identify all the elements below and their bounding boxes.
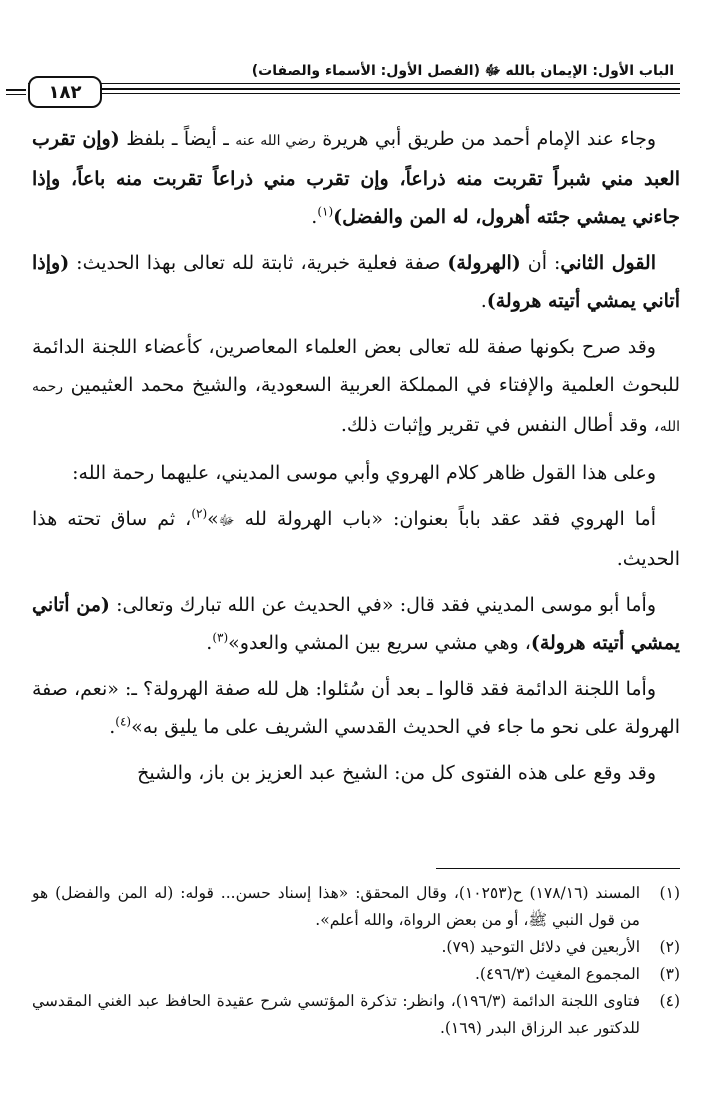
footnote bbox=[32, 988, 680, 1042]
paragraph bbox=[32, 328, 680, 446]
footnote-ref: (٢) bbox=[191, 506, 208, 521]
footnote-number: (١) bbox=[659, 884, 680, 902]
text-run: ، وقد أطال النفس في تقرير وإثبات ذلك. bbox=[340, 414, 660, 436]
bold-text: القول الثاني bbox=[560, 252, 656, 274]
header-rule bbox=[28, 83, 680, 84]
text-run: وقد وقع على هذه الفتوى كل من: الشيخ عبد العزيز بن باز، والشيخ bbox=[137, 762, 656, 784]
bold-text: (وإذا أتاني يمشي أتيته هرولة) bbox=[32, 252, 680, 312]
paragraph bbox=[32, 244, 680, 320]
paragraph bbox=[32, 586, 680, 662]
text-run: وقد صرح بكونها صفة لله تعالى بعض العلماء المعاصرين، كأعضاء اللجنة الدائمة للبحوث العلمية والإفتاء في المملكة العربية السعودية، والشيخ محمد العثيمين bbox=[32, 336, 680, 396]
page-number: ١٨٢ bbox=[28, 76, 102, 108]
text-run: ، ثم ساق تحته هذا الحديث. bbox=[32, 508, 680, 570]
text-run: ـ أيضاً ـ بلفظ bbox=[119, 128, 236, 150]
footnote-ref: (٤) bbox=[115, 714, 132, 729]
page-number-dash bbox=[6, 89, 26, 95]
bold-text: (وإن تقرب العبد مني شبراً تقربت منه ذراعاً، وإن تقرب مني ذراعاً تقربت منه باعاً، وإذا جاءني يمشي جئته أهرول، له المن والفضل) bbox=[32, 128, 680, 228]
paragraph bbox=[32, 670, 680, 746]
text-run: صفة فعلية خبرية، ثابتة لله تعالى بهذا الحديث: bbox=[69, 252, 448, 274]
text-run: أما الهروي فقد عقد باباً بعنوان: «باب الهرولة لله bbox=[234, 508, 657, 530]
footnote-ref: (٣) bbox=[212, 630, 229, 645]
text-run: وأما أبو موسى المديني فقد قال: «في الحديث عن الله تبارك وتعالى: bbox=[109, 594, 656, 616]
text-run: . bbox=[311, 206, 318, 228]
text-run: ، وهي مشي سريع بين المشي والعدو» bbox=[228, 632, 531, 654]
footnote-ref: (١) bbox=[317, 204, 334, 219]
text-run: وجاء عند الإمام أحمد من طريق أبي هريرة bbox=[315, 128, 657, 150]
paragraph bbox=[32, 500, 680, 578]
main-text bbox=[32, 120, 680, 800]
footnote-text: فتاوى اللجنة الدائمة (١٩٦/٣)، وانظر: تذكرة المؤتسي شرح عقيدة الحافظ عبد الغني المقدسي للدكتور عبد الرزاق البدر (١٦٩). bbox=[32, 992, 640, 1037]
paragraph bbox=[32, 754, 680, 792]
text-run: وعلى هذا القول ظاهر كلام الهروي وأبي موسى المديني، عليهما رحمة الله: bbox=[72, 462, 656, 484]
footnote bbox=[32, 934, 680, 961]
text-run: . bbox=[109, 716, 116, 738]
footnote bbox=[32, 880, 680, 934]
footnote-text: الأربعين في دلائل التوحيد (٧٩). bbox=[441, 938, 640, 956]
chapter-title: الباب الأول: الإيمان بالله ﷻ (الفصل الأول: الأسماء والصفات) bbox=[251, 63, 674, 79]
paragraph bbox=[32, 120, 680, 236]
footnotes bbox=[32, 880, 680, 1042]
footnote-number: (٢) bbox=[659, 938, 680, 956]
paragraph bbox=[32, 454, 680, 492]
header-double-rule bbox=[28, 88, 680, 94]
text-run: . bbox=[206, 632, 213, 654]
bold-text: (الهرولة) bbox=[447, 252, 521, 274]
text-run: » bbox=[207, 508, 219, 530]
running-header bbox=[28, 56, 680, 104]
footnote-text: المجموع المغيث (٤٩٦/٣). bbox=[475, 965, 640, 983]
text-run: : أن bbox=[520, 252, 561, 274]
honorific-text: رحمه الله bbox=[32, 379, 680, 435]
bold-text: (من أتاني يمشي أتيته هرولة) bbox=[32, 594, 680, 654]
footnote bbox=[32, 961, 680, 988]
honorific-text: ﷻ bbox=[218, 513, 235, 529]
footnote-number: (٤) bbox=[659, 992, 680, 1010]
honorific-text: رضي الله عنه bbox=[235, 133, 316, 149]
footnote-separator bbox=[436, 868, 680, 869]
footnote-text: المسند (١٧٨/١٦) ح(١٠٢٥٣)، وقال المحقق: «هذا إسناد حسن... قوله: (له المن والفضل) هو من قول النبي ﷺ، أو من بعض الرواة، والله أعلم». bbox=[32, 884, 641, 929]
text-run: . bbox=[480, 290, 487, 312]
text-run: وأما اللجنة الدائمة فقد قالوا ـ بعد أن سُئلوا: هل لله صفة الهرولة؟ ـ: «نعم، صفة الهرولة على نحو ما جاء في الحديث القدسي الشريف على ما يليق به» bbox=[32, 678, 680, 738]
footnote-number: (٣) bbox=[659, 965, 680, 983]
